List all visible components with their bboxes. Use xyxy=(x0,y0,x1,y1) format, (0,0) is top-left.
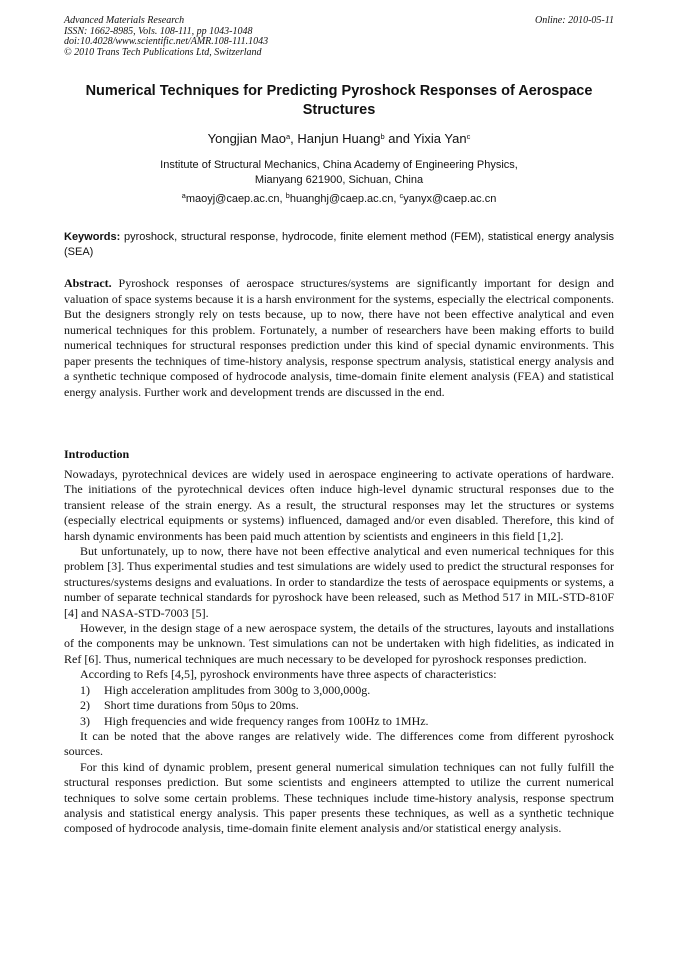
keywords xyxy=(64,230,614,259)
journal-doi: doi:10.4028/www.scientific.net/AMR.108-111.1043 xyxy=(64,36,269,47)
keywords-text: pyroshock, structural response, hydrocode, finite element method (FEM), statistical energy analysis (SEA) xyxy=(64,231,614,258)
email-sup: b xyxy=(285,191,290,200)
list-text: Short time durations from 50μs to 20ms. xyxy=(104,698,299,713)
affiliation-line: Institute of Structural Mechanics, China Academy of Engineering Physics, xyxy=(160,159,518,171)
paragraph: It can be noted that the above ranges are relatively wide. The differences come from different pyroshock sources. xyxy=(64,728,614,759)
list-text: High frequencies and wide frequency ranges from 100Hz to 1MHz. xyxy=(104,713,429,728)
introduction-body xyxy=(64,467,614,837)
list-item xyxy=(64,714,614,729)
journal-issn: ISSN: 1662-8985, Vols. 108-111, pp 1043-1048 xyxy=(64,25,253,37)
list-item xyxy=(64,683,614,698)
paragraph: For this kind of dynamic problem, present general numerical simulation techniques can not fully fulfill the structural responses prediction. But some scientists and engineers attempted to utilize the current numerical techniques to solve some certain problems. These techniques include time-history analysis, response spectrum analysis and statistical energy analysis. This paper presents these techniques, as well as a synthetic technique composed of hydrocode analysis, time-domain finite element analysis and/or statistical energy analysis. xyxy=(64,759,614,836)
list-number: 1) xyxy=(80,682,90,697)
abstract xyxy=(64,276,614,400)
paper-title: Numerical Techniques for Predicting Pyroshock Responses of Aerospace Structures xyxy=(85,83,593,118)
paragraph: Nowadays, pyrotechnical devices are widely used in aerospace engineering to activate operations of hardware. The initiations of the pyrotechnical devices often induce high-level dynamic structural responses due to the transient release of the strain energy. As a result, the structural responses may let the structures or systems (especially electrical equipments or systems) influenced, damaged and/or even disabled. Therefore, this kind of harsh dynamic environments has been paid much attention by scientists and engineers in this field [1,2]. xyxy=(64,467,614,543)
affiliation-line: Mianyang 621900, Sichuan, China xyxy=(254,173,424,186)
affiliation xyxy=(64,158,614,187)
email-sup: c xyxy=(399,191,404,200)
journal-header xyxy=(64,16,268,58)
author-name: Yongjian Mao xyxy=(207,131,286,146)
journal-copyright: © 2010 Trans Tech Publications Ltd, Switzerland xyxy=(64,46,262,58)
author-list xyxy=(64,131,614,147)
list-text: High acceleration amplitudes from 300g to 3,000,000g. xyxy=(104,682,371,697)
online-date: Online: 2010-05-11 xyxy=(535,15,614,26)
email-address[interactable]: maoyj@caep.ac.cn xyxy=(185,193,280,205)
email-sup: a xyxy=(181,191,186,200)
author-separator: , xyxy=(290,131,298,146)
author-sup: b xyxy=(380,132,385,141)
author-separator: and xyxy=(384,131,414,146)
list-number: 3) xyxy=(80,713,90,728)
section-heading: Introduction xyxy=(64,447,130,461)
paragraph: According to Refs [4,5], pyroshock environments have three aspects of characteristics: xyxy=(80,667,497,682)
email-address[interactable]: huanghj@caep.ac.cn xyxy=(289,193,394,205)
journal-name: Advanced Materials Research xyxy=(64,15,185,26)
list-item xyxy=(64,698,614,713)
paragraph: But unfortunately, up to now, there have not been effective analytical and even numerical techniques for this problem [3]. Thus experimental studies and test simulations are widely used to predict the structural responses for structures/systems designs and evaluations. In order to standardize the tests of aerospace equipments or systems, a number of separate technical standards for pyroshock have been released, such as Method 517 in MIL-STD-810F [4] and NASA-STD-7003 [5]. xyxy=(64,544,614,620)
email-list: $^a$maoyj@caep.ac.cn, $^b$huanghj@caep.ac.cn, $^c$yanyx@caep.ac.cn xyxy=(181,191,497,205)
list-number: 2) xyxy=(80,698,90,713)
author-sup: c xyxy=(466,132,471,141)
abstract-label: Abstract. xyxy=(64,276,112,290)
paragraph: However, in the design stage of a new aerospace system, the details of the structures, layouts and installations of the components may be unknown. Test simulations can not be undertaken with high fidelities, as indicated in Ref [6]. Thus, numerical techniques are much necessary to be developed for pyroshock responses prediction. xyxy=(64,621,614,666)
author-name: Yixia Yan xyxy=(413,131,467,146)
author-name: Hanjun Huang xyxy=(297,131,381,146)
abstract-text: Pyroshock responses of aerospace structures/systems are significantly important for design and valuation of space systems because it is a harsh environment for the systems, especially the electrical components. But the designers strongly rely on tests because, up to now, there have not been effective analytical and even numerical techniques for this problem. Fortunately, a number of researchers have been making efforts to build numerical techniques for structural responses prediction under this kind of special dynamic environments. This paper presents the techniques of time-history analysis, response spectrum analysis, statistical energy analysis and a synthetic technique composed of hydrocode analysis, time-domain finite element analysis (FEA) and statistical energy analysis. Further work and development trends are discussed in the end. xyxy=(64,276,614,399)
keywords-label: Keywords: xyxy=(64,231,121,243)
author-sup: a xyxy=(285,132,291,141)
email-address[interactable]: yanyx@caep.ac.cn xyxy=(403,193,497,205)
